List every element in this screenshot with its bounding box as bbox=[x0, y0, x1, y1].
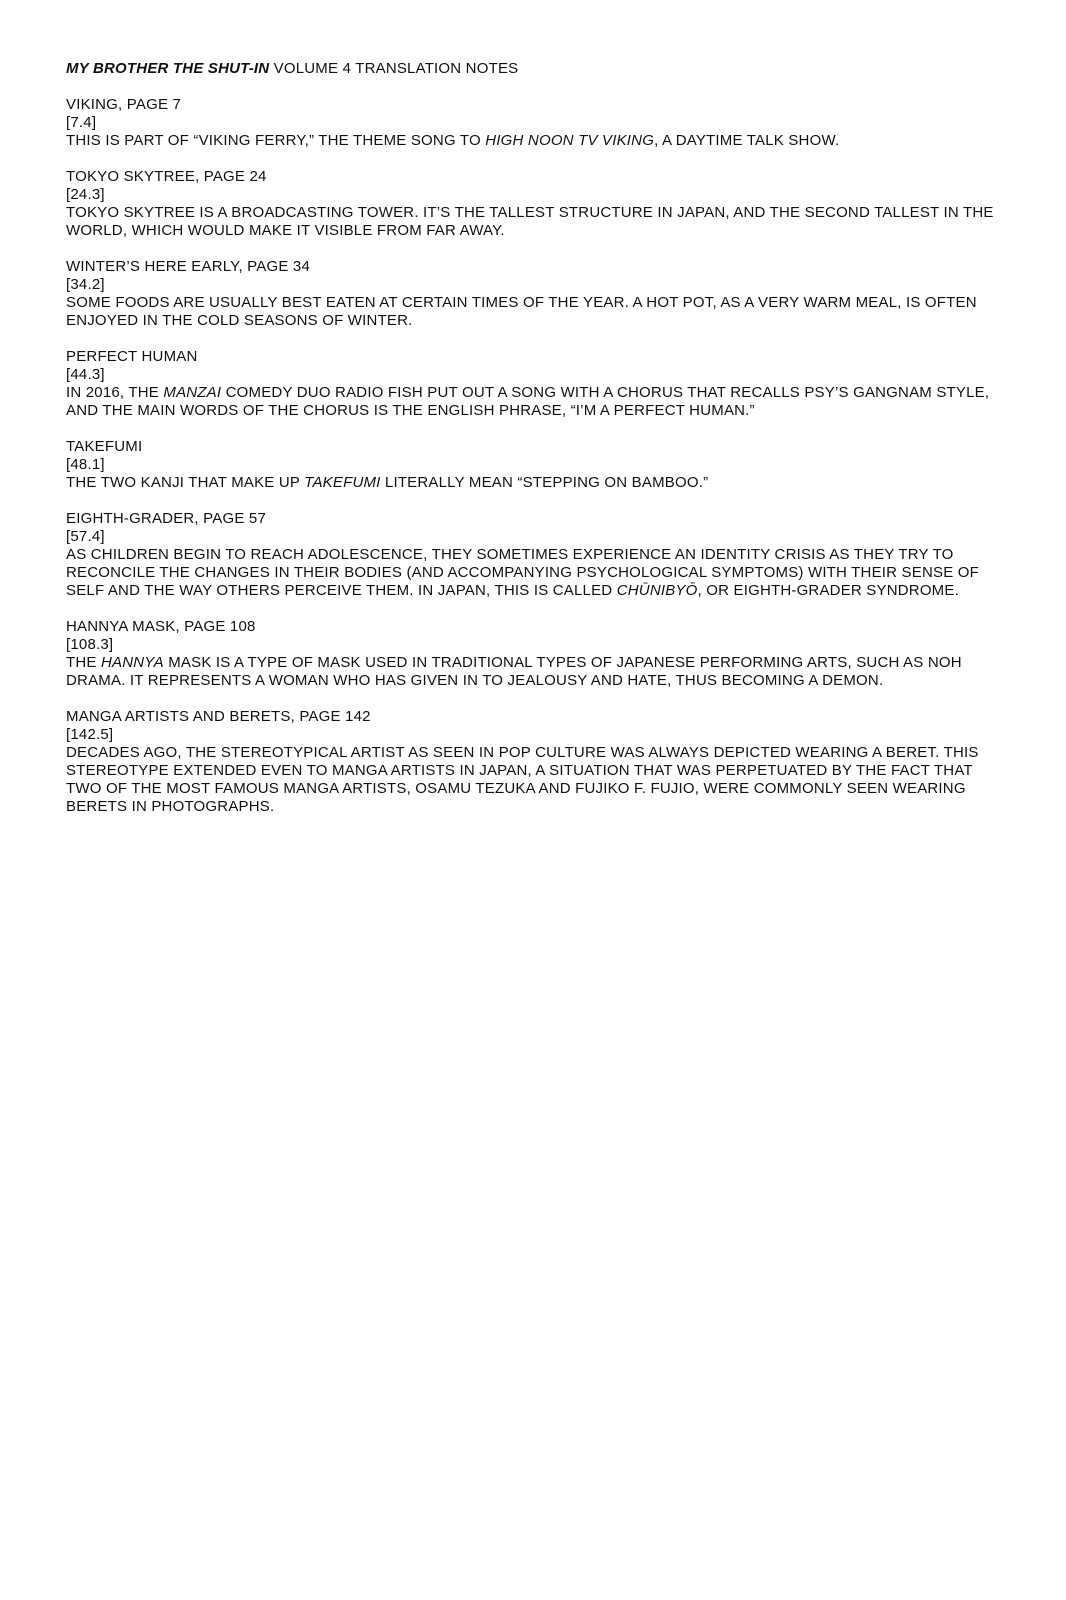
note-body bbox=[66, 474, 1006, 492]
note-body-text: , A DAYTIME TALK SHOW. bbox=[654, 132, 840, 149]
note-entry bbox=[66, 618, 1006, 690]
note-reference: [108.3] bbox=[66, 636, 114, 653]
note-body bbox=[66, 132, 1006, 150]
note-body bbox=[66, 744, 1006, 816]
note-body bbox=[66, 204, 1006, 240]
note-reference: [34.2] bbox=[66, 276, 105, 293]
note-entry bbox=[66, 510, 1006, 600]
note-heading: WINTER’S HERE EARLY, PAGE 34 bbox=[66, 258, 311, 275]
note-body-text: SOME FOODS ARE USUALLY BEST EATEN AT CERTAIN TIMES OF THE YEAR. A HOT POT, AS A VERY WARM MEAL, IS OFTEN ENJOYED IN THE COLD SEASONS OF WINTER. bbox=[66, 294, 977, 329]
note-heading: HANNYA MASK, PAGE 108 bbox=[66, 618, 256, 635]
note-body-text: AS CHILDREN BEGIN TO REACH ADOLESCENCE, THEY SOMETIMES EXPERIENCE AN IDENTITY CRISIS AS THEY TRY TO RECONCILE THE CHANGES IN THEIR BODIES (AND ACCOMPANYING PSYCHOLOGICAL SYMPTOMS) WITH THEIR SENSE OF SELF AND THE WAY OTHERS PERCEIVE THEM. IN JAPAN, THIS IS CALLED bbox=[66, 546, 979, 599]
note-body-text: TOKYO SKYTREE IS A BROADCASTING TOWER. IT’S THE TALLEST STRUCTURE IN JAPAN, AND THE SECOND TALLEST IN THE WORLD, WHICH WOULD MAKE IT VISIBLE FROM FAR AWAY. bbox=[66, 204, 994, 239]
note-heading: VIKING, PAGE 7 bbox=[66, 96, 182, 113]
translation-notes bbox=[66, 60, 1006, 834]
note-reference: [48.1] bbox=[66, 456, 105, 473]
note-entry bbox=[66, 438, 1006, 492]
note-body-text: THE TWO KANJI THAT MAKE UP bbox=[66, 474, 305, 491]
note-body bbox=[66, 384, 1006, 420]
page-title bbox=[66, 60, 1006, 78]
series-title: MY BROTHER THE SHUT-IN bbox=[66, 60, 270, 77]
note-heading: PERFECT HUMAN bbox=[66, 348, 198, 365]
note-body-italic: MANZAI bbox=[163, 384, 222, 401]
note-body-text: IN 2016, THE bbox=[66, 384, 164, 401]
note-entry bbox=[66, 96, 1006, 150]
note-reference: [142.5] bbox=[66, 726, 114, 743]
note-body-text: THIS IS PART OF “VIKING FERRY,” THE THEME SONG TO bbox=[66, 132, 486, 149]
note-heading: EIGHTH-GRADER, PAGE 57 bbox=[66, 510, 266, 527]
note-reference: [57.4] bbox=[66, 528, 105, 545]
note-reference: [24.3] bbox=[66, 186, 105, 203]
note-body-text: DECADES AGO, THE STEREOTYPICAL ARTIST AS SEEN IN POP CULTURE WAS ALWAYS DEPICTED WEARING A BERET. THIS STEREOTYPE EXTENDED EVEN TO MANGA ARTISTS IN JAPAN, A SITUATION THAT WAS PERPETUATED BY THE FACT THAT TWO OF THE MOST FAMOUS MANGA ARTISTS, OSAMU TEZUKA AND FUJIKO F. FUJIO, WERE COMMONLY SEEN WEARING BERETS IN PHOTOGRAPHS. bbox=[66, 744, 979, 815]
note-body-text: LITERALLY MEAN “STEPPING ON BAMBOO.” bbox=[380, 474, 709, 491]
note-list bbox=[66, 96, 1006, 816]
note-entry bbox=[66, 258, 1006, 330]
title-rest: VOLUME 4 TRANSLATION NOTES bbox=[269, 60, 519, 77]
note-body bbox=[66, 294, 1006, 330]
note-body bbox=[66, 654, 1006, 690]
note-body-italic: TAKEFUMI bbox=[304, 474, 381, 491]
note-reference: [44.3] bbox=[66, 366, 105, 383]
note-body-italic: HANNYA bbox=[100, 654, 164, 671]
note-body bbox=[66, 546, 1006, 600]
note-body-italic: HIGH NOON TV VIKING bbox=[485, 132, 655, 149]
note-heading: TAKEFUMI bbox=[66, 438, 143, 455]
note-entry bbox=[66, 348, 1006, 420]
note-heading: MANGA ARTISTS AND BERETS, PAGE 142 bbox=[66, 708, 371, 725]
note-body-text: , OR EIGHTH-GRADER SYNDROME. bbox=[697, 582, 959, 599]
note-reference: [7.4] bbox=[66, 114, 97, 131]
note-body-text: COMEDY DUO RADIO FISH PUT OUT A SONG WITH A CHORUS THAT RECALLS PSY’S GANGNAM STYLE, AND THE MAIN WORDS OF THE CHORUS IS THE ENGLISH PHRASE, “I’M A PERFECT HUMAN.” bbox=[66, 384, 990, 419]
note-body-italic: CHŪNIBYŌ bbox=[616, 582, 698, 599]
note-entry bbox=[66, 168, 1006, 240]
note-heading: TOKYO SKYTREE, PAGE 24 bbox=[66, 168, 267, 185]
note-entry bbox=[66, 708, 1006, 816]
note-body-text: THE bbox=[66, 654, 101, 671]
note-body-text: MASK IS A TYPE OF MASK USED IN TRADITIONAL TYPES OF JAPANESE PERFORMING ARTS, SUCH AS NOH DRAMA. IT REPRESENTS A WOMAN WHO HAS GIVEN IN TO JEALOUSY AND HATE, THUS BECOMING A DEMON. bbox=[66, 654, 962, 689]
